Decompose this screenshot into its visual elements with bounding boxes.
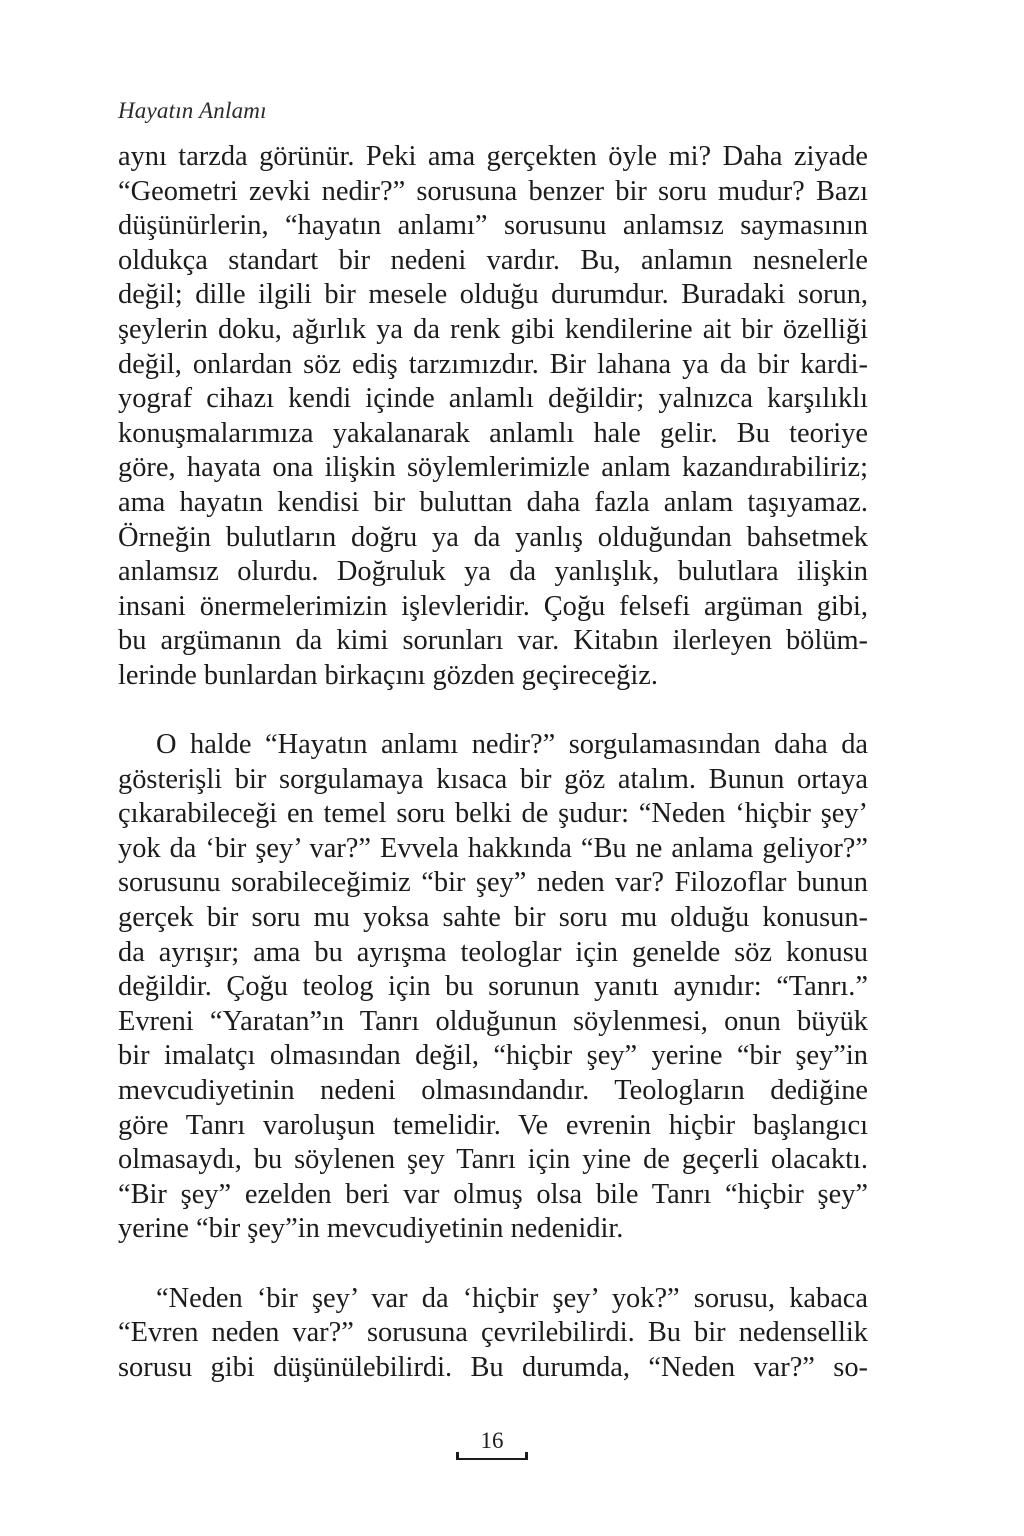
paragraph-3 <box>118 1282 868 1386</box>
text-line: “Geometri zevki nedir?” sorusuna benzer bir soru mudur? Bazı <box>118 175 868 207</box>
text-line: anlamsız olurdu. Doğruluk ya da yanlışlık, bulutlara ilişkin <box>118 556 868 588</box>
text-line: düşünürlerin, “hayatın anlamı” sorusunu anlamsız saymasının <box>118 210 868 242</box>
text-line: değil, onlardan söz ediş tarzımızdır. Bir lahana ya da bir kardi- <box>118 348 868 380</box>
text-line: değildir. Çoğu teolog için bu sorunun yanıtı aynıdır: “Tanrı.” <box>118 971 868 1003</box>
text-line: değil; dille ilgili bir mesele olduğu durumdur. Buradaki sorun, <box>118 279 868 311</box>
paragraph-spacer <box>118 1247 868 1282</box>
text-line: Örneğin bulutların doğru ya da yanlış olduğundan bahsetmek <box>118 521 868 553</box>
text-line: göre, hayata ona ilişkin söylemlerimizle anlam kazandırabiliriz; <box>118 452 868 484</box>
text-line: çıkarabileceği en temel soru belki de şudur: “Neden ‘hiçbir şey’ <box>118 798 868 830</box>
text-line: şeylerin doku, ağırlık ya da renk gibi kendilerine ait bir özelliği <box>118 313 868 345</box>
running-header: Hayatın Anlamı <box>118 98 267 123</box>
text-line: göre Tanrı varoluşun temelidir. Ve evrenin hiçbir başlangıcı <box>118 1109 868 1141</box>
text-line: sorusunu sorabileceğimiz “bir şey” neden var? Filozoflar bunun <box>118 867 868 899</box>
text-line: Evreni “Yaratan”ın Tanrı olduğunun söylenmesi, onun büyük <box>118 1005 868 1037</box>
text-line: mevcudiyetinin nedeni olmasındandır. Teologların dediğine <box>118 1075 868 1107</box>
page-number-rule-tick <box>525 1452 528 1460</box>
text-line: olmasaydı, bu söylenen şey Tanrı için yine de geçerli olacaktı. <box>118 1144 868 1176</box>
text-line: yok da ‘bir şey’ var?” Evvela hakkında “Bu ne anlama geliyor?” <box>118 832 868 864</box>
text-line: aynı tarzda görünür. Peki ama gerçekten öyle mi? Daha ziyade <box>118 141 868 172</box>
page-number-rule <box>456 1458 528 1460</box>
page-footer <box>456 1428 528 1468</box>
text-line: “Bir şey” ezelden beri var olmuş olsa bile Tanrı “hiçbir şey” <box>118 1178 868 1210</box>
paragraph-1 <box>118 140 868 694</box>
body-text <box>118 140 868 1385</box>
text-line: konuşmalarımıza yakalanarak anlamlı hale gelir. Bu teoriye <box>118 417 868 449</box>
text-line: gerçek bir soru mu yoksa sahte bir soru mu olduğu konusun- <box>118 902 868 934</box>
text-line: gösterişli bir sorgulamaya kısaca bir göz atalım. Bunun ortaya <box>118 763 868 795</box>
text-line: bu argümanın da kimi sorunları var. Kitabın ilerleyen bölüm- <box>118 625 868 657</box>
page-number: 16 <box>480 1428 504 1453</box>
text-line: yograf cihazı kendi içinde anlamlı değildir; yalnızca karşılıklı <box>118 383 868 415</box>
text-line: oldukça standart bir nedeni vardır. Bu, anlamın nesnelerle <box>118 244 868 276</box>
paragraph-2 <box>118 728 868 1247</box>
paragraph-spacer <box>118 694 868 729</box>
page-number-rule-tick <box>456 1452 459 1460</box>
text-line: ama hayatın kendisi bir buluttan daha fazla anlam taşıyamaz. <box>118 486 868 518</box>
text-line: O halde “Hayatın anlamı nedir?” sorgulamasından daha da <box>156 729 868 761</box>
text-line: “Neden ‘bir şey’ var da ‘hiçbir şey’ yok?” sorusu, kabaca <box>156 1282 868 1314</box>
text-line: “Evren neden var?” sorusuna çevrilebilirdi. Bu bir nedensellik <box>118 1317 868 1349</box>
text-line: sorusu gibi düşünülebilirdi. Bu durumda, “Neden var?” so- <box>118 1351 868 1383</box>
text-line: da ayrışır; ama bu ayrışma teologlar için genelde söz konusu <box>118 936 868 968</box>
text-line: insani önermelerimizin işlevleridir. Çoğu felsefi argüman gibi, <box>118 590 868 622</box>
text-line: yerine “bir şey”in mevcudiyetinin nedenidir. <box>118 1213 624 1245</box>
text-line: bir imalatçı olmasından değil, “hiçbir şey” yerine “bir şey”in <box>118 1040 868 1072</box>
text-line: lerinde bunlardan birkaçını gözden geçireceğiz. <box>118 659 658 691</box>
